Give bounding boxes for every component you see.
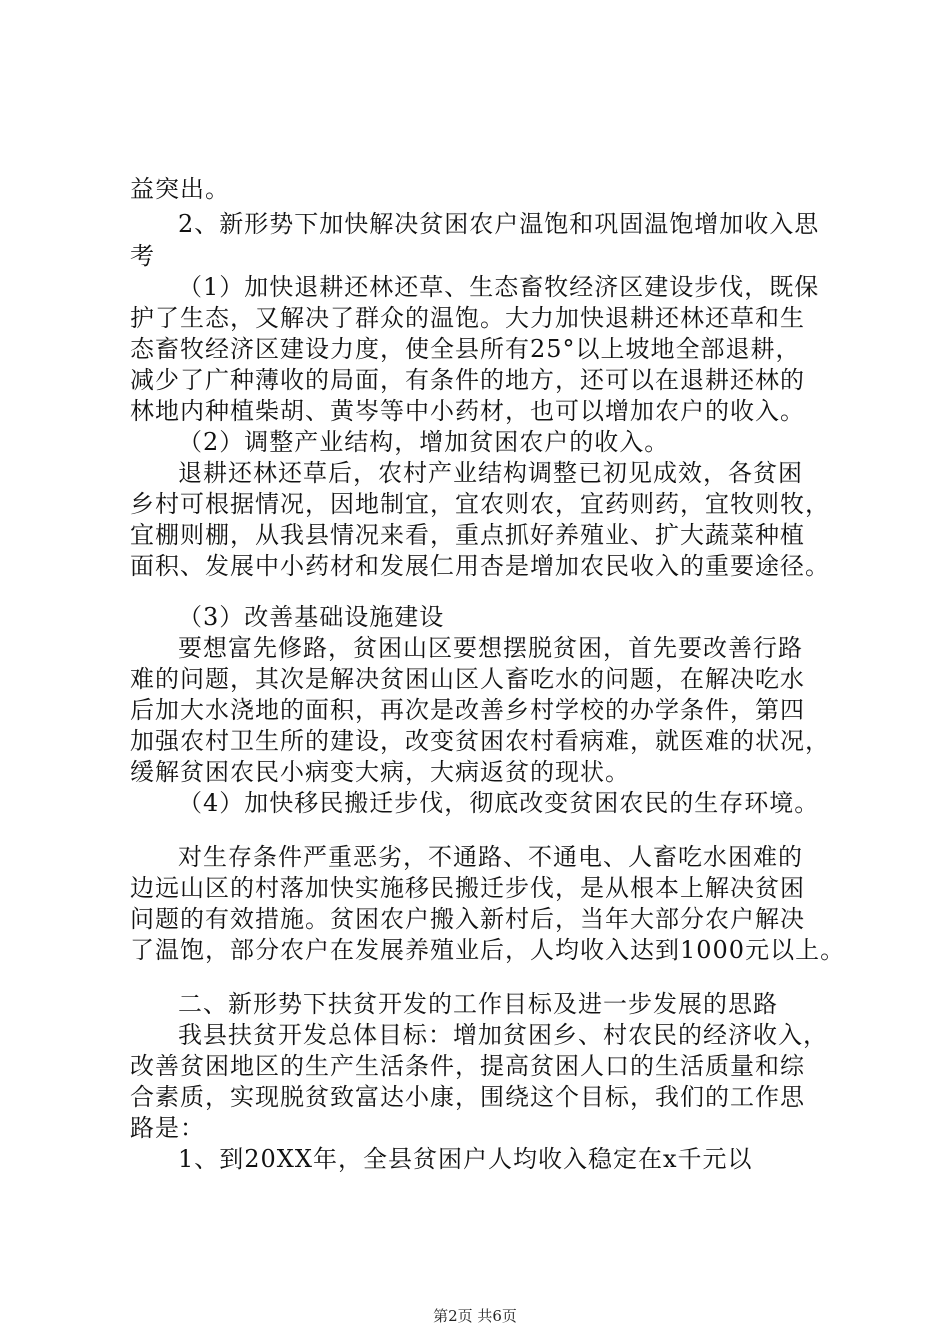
paragraph-line: 加强农村卫生所的建设，改变贫困农村看病难，就医难的状况， — [130, 727, 830, 755]
paragraph-line: 宜棚则棚，从我县情况来看，重点抓好养殖业、扩大蔬菜种植 — [130, 521, 805, 549]
paragraph-line: 减少了广种薄收的局面，有条件的地方，还可以在退耕还林的 — [130, 366, 805, 394]
paragraph-line: 林地内种植柴胡、黄岑等中小药材，也可以增加农户的收入。 — [130, 397, 805, 425]
paragraph-line: 问题的有效措施。贫困农户搬入新村后，当年大部分农户解决 — [130, 905, 805, 933]
subheading: （1）加快退耕还林还草、生态畜牧经济区建设步伐，既保 — [178, 273, 820, 301]
subheading: （2）调整产业结构，增加贫困农户的收入。 — [178, 428, 670, 456]
paragraph-line: 态畜牧经济区建设力度，使全县所有25°以上坡地全部退耕， — [130, 335, 801, 363]
paragraph-line: 要想富先修路，贫困山区要想摆脱贫困，首先要改善行路 — [178, 634, 803, 662]
paragraph-line: 考 — [130, 242, 155, 270]
paragraph-line: 后加大水浇地的面积，再次是改善乡村学校的办学条件，第四 — [130, 696, 805, 724]
section-heading: 2、新形势下加快解决贫困农户温饱和巩固温饱增加收入思 — [178, 210, 820, 238]
page-number-footer: 第2页 共6页 — [433, 1307, 517, 1325]
paragraph-line: 了温饱，部分农户在发展养殖业后，人均收入达到1000元以上。 — [130, 936, 846, 964]
paragraph-line: 合素质，实现脱贫致富达小康，围绕这个目标，我们的工作思 — [130, 1083, 805, 1111]
paragraph-line: 护了生态，又解决了群众的温饱。大力加快退耕还林还草和生 — [130, 304, 805, 332]
section-heading: 二、新形势下扶贫开发的工作目标及进一步发展的思路 — [178, 990, 778, 1018]
paragraph-line: 益突出。 — [130, 175, 230, 203]
paragraph-line: 乡村可根据情况，因地制宜，宜农则农，宜药则药，宜牧则牧， — [130, 490, 830, 518]
paragraph-line: 改善贫困地区的生产生活条件，提高贫困人口的生活质量和综 — [130, 1052, 805, 1080]
subheading: （4）加快移民搬迁步伐，彻底改变贫困农民的生存环境。 — [178, 789, 820, 817]
subheading: （3）改善基础设施建设 — [178, 603, 445, 631]
paragraph-line: 难的问题，其次是解决贫困山区人畜吃水的问题，在解决吃水 — [130, 665, 805, 693]
paragraph-line: 对生存条件严重恶劣，不通路、不通电、人畜吃水困难的 — [178, 843, 803, 871]
paragraph-line: 面积、发展中小药材和发展仁用杏是增加农民收入的重要途径。 — [130, 552, 830, 580]
paragraph-line: 我县扶贫开发总体目标：增加贫困乡、村农民的经济收入， — [178, 1021, 828, 1049]
paragraph-line: 路是： — [130, 1114, 205, 1142]
paragraph-line: 缓解贫困农民小病变大病，大病返贫的现状。 — [130, 758, 630, 786]
paragraph-line: 退耕还林还草后，农村产业结构调整已初见成效，各贫困 — [178, 459, 803, 487]
paragraph-line: 1、到20XX年，全县贫困户人均收入稳定在x千元以 — [178, 1145, 753, 1173]
paragraph-line: 边远山区的村落加快实施移民搬迁步伐，是从根本上解决贫困 — [130, 874, 805, 902]
